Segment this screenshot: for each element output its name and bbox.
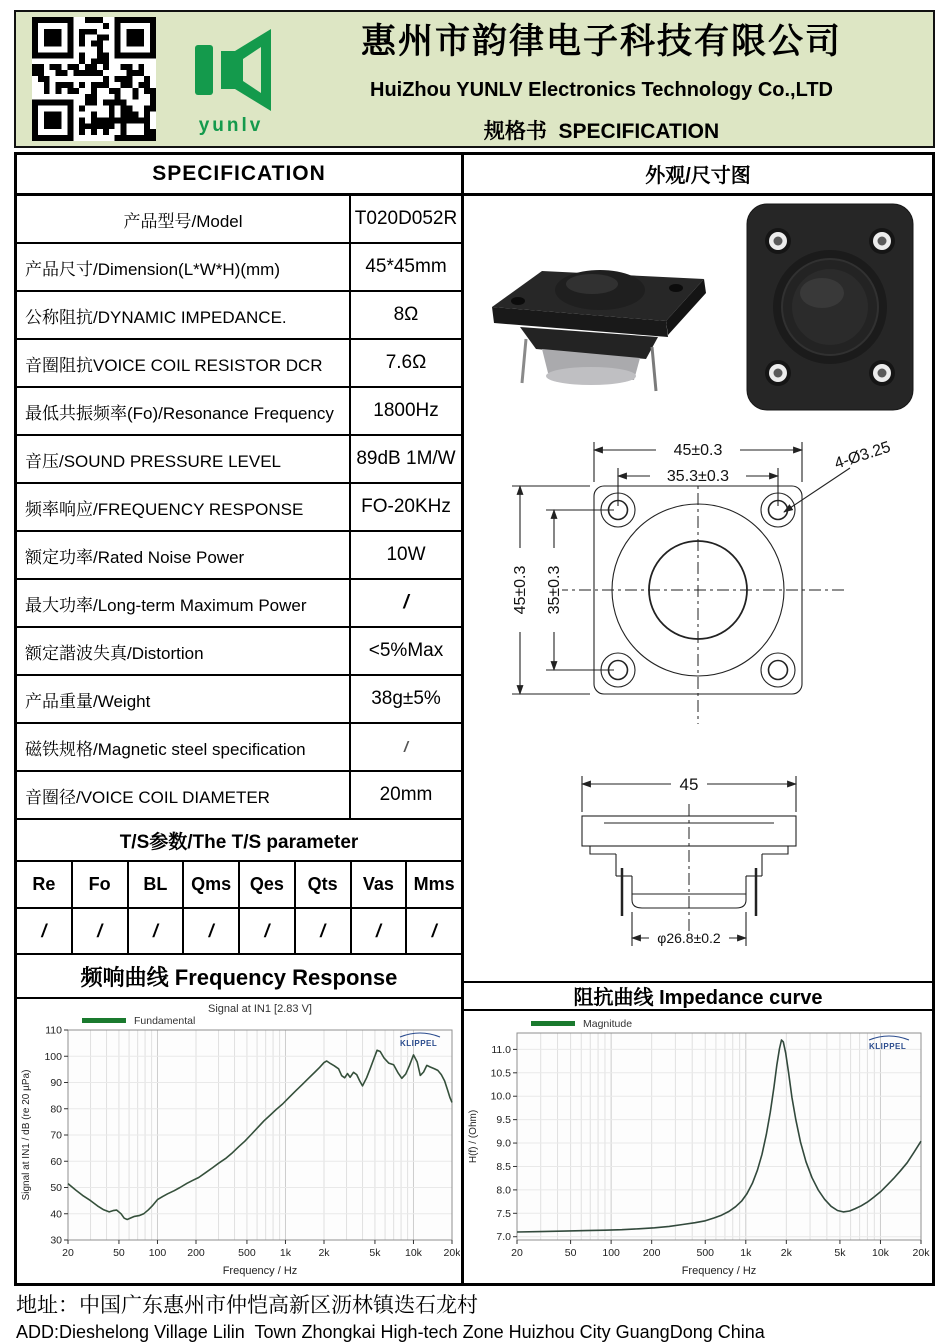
spec-value: 10W	[349, 532, 461, 578]
spec-label: 额定諧波失真/Distortion	[25, 643, 204, 663]
spec-value: 8Ω	[349, 292, 461, 338]
spec-label: 最低共振频率(Fo)/Resonance Frequency	[25, 403, 334, 423]
spec-value: 1800Hz	[349, 388, 461, 434]
frequency-response-chart	[18, 1000, 460, 1282]
svg-text:5k: 5k	[834, 1247, 846, 1260]
ts-value-cell: /	[184, 909, 240, 953]
spec-row	[17, 628, 461, 676]
svg-text:KLIPPEL: KLIPPEL	[869, 1042, 907, 1052]
imp-section-title: 阻抗曲线 Impedance curve	[464, 981, 932, 1011]
svg-text:9.0: 9.0	[496, 1137, 511, 1150]
svg-text:KLIPPEL: KLIPPEL	[400, 1039, 438, 1048]
spec-label: 产品型号/Model	[123, 211, 243, 231]
spec-row	[17, 724, 461, 772]
footer-address-cn: 地址：中国广东惠州市仲恺高新区沥林镇迭石龙村	[16, 1294, 478, 1317]
spec-row	[17, 292, 461, 340]
spec-row	[17, 196, 461, 244]
company-name-en: HuiZhou YUNLV Electronics Technology Co.,LTD	[370, 78, 833, 101]
dim-height-outer: 45±0.3	[512, 565, 529, 614]
svg-text:9.5: 9.5	[496, 1114, 511, 1127]
spec-label: 产品尺寸/Dimension(L*W*H)(mm)	[25, 259, 281, 279]
svg-text:20: 20	[511, 1247, 523, 1260]
ts-value-cell: /	[129, 909, 185, 953]
product-photo-front	[744, 201, 916, 413]
logo-speaker-icon	[183, 21, 279, 117]
dim-height-inner: 35±0.3	[546, 565, 563, 614]
svg-text:8.0: 8.0	[496, 1184, 511, 1197]
spec-row	[17, 532, 461, 580]
spec-label: 音圈阻抗VOICE COIL RESISTOR DCR	[25, 355, 323, 375]
spec-label: 最大功率/Long-term Maximum Power	[25, 595, 307, 615]
spec-label: 公称阻抗/DYNAMIC IMPEDANCE.	[25, 307, 287, 327]
fr-section-title: 频响曲线 Frequency Response	[17, 955, 461, 999]
logo-wordmark: yunlv	[198, 115, 264, 136]
spec-row	[17, 580, 461, 628]
spec-label: 磁铁规格/Magnetic steel specification	[25, 739, 306, 759]
svg-text:100: 100	[602, 1247, 620, 1260]
header-box	[14, 10, 935, 148]
svg-text:Frequency / Hz: Frequency / Hz	[222, 1265, 298, 1277]
svg-text:50: 50	[50, 1182, 62, 1194]
svg-text:70: 70	[50, 1129, 62, 1142]
company-logo	[156, 21, 306, 137]
spec-row	[17, 436, 461, 484]
svg-text:500: 500	[238, 1247, 256, 1259]
svg-text:90: 90	[50, 1077, 62, 1089]
svg-text:30: 30	[50, 1234, 62, 1247]
ts-value-cell: /	[431, 920, 437, 941]
svg-text:Frequency / Hz: Frequency / Hz	[681, 1265, 757, 1278]
svg-text:10.0: 10.0	[490, 1090, 511, 1103]
spec-value: <5%Max	[349, 628, 461, 674]
product-photo-side	[480, 245, 715, 403]
dim-side-diameter: φ26.8±0.2	[657, 929, 721, 946]
svg-text:8.5: 8.5	[496, 1161, 511, 1174]
spec-value: 89dB 1M/W	[349, 436, 461, 482]
spec-row	[17, 388, 461, 436]
impedance-chart	[465, 1011, 931, 1282]
appearance-title: 外观/尺寸图	[464, 155, 932, 196]
ts-header-cell: Qms	[184, 862, 240, 907]
ts-values-row	[17, 909, 461, 955]
ts-value-cell: /	[240, 909, 296, 953]
svg-text:100: 100	[148, 1247, 167, 1259]
svg-text:40: 40	[50, 1208, 62, 1221]
qr-code	[32, 17, 156, 141]
footer-address-en: ADD:Dieshelong Village Lilin Town Zhongkai High-tech Zone Huizhou City GuangDong China	[16, 1322, 765, 1342]
appearance-panel	[464, 155, 932, 1283]
spec-label: 音压/SOUND PRESSURE LEVEL	[25, 451, 282, 471]
spec-value: /	[349, 724, 461, 770]
ts-header-cell: Re	[17, 862, 73, 907]
svg-text:1k: 1k	[279, 1247, 292, 1259]
spec-label: 频率响应/FREQUENCY RESPONSE	[25, 499, 304, 519]
svg-text:7.5: 7.5	[496, 1208, 511, 1221]
svg-text:200: 200	[642, 1247, 661, 1260]
ts-parameter-title: T/S参数/The T/S parameter	[17, 820, 461, 862]
spec-value: 7.6Ω	[349, 340, 461, 386]
svg-text:7.0: 7.0	[496, 1231, 511, 1244]
dim-side-width: 45	[679, 774, 699, 794]
ts-header-cell: Qts	[296, 862, 352, 907]
spec-value: /	[349, 580, 461, 626]
ts-header-cell: BL	[129, 862, 185, 907]
spec-row	[17, 484, 461, 532]
spec-row	[17, 244, 461, 292]
svg-text:10.5: 10.5	[490, 1067, 511, 1080]
svg-text:60: 60	[50, 1155, 62, 1168]
dimension-drawing-front	[464, 418, 932, 744]
doc-title: 规格书 SPECIFICATION	[483, 119, 720, 143]
svg-text:200: 200	[187, 1247, 205, 1259]
dim-width-inner: 35.3±0.3	[666, 467, 730, 485]
spec-value: 45*45mm	[349, 244, 461, 290]
ts-value-cell: /	[296, 909, 352, 953]
svg-text:80: 80	[50, 1103, 62, 1116]
product-photos	[464, 196, 932, 418]
svg-text:1k: 1k	[740, 1247, 752, 1260]
svg-text:100: 100	[44, 1050, 62, 1063]
svg-text:Fundamental: Fundamental	[134, 1015, 196, 1027]
dim-width-outer: 45±0.3	[673, 441, 723, 459]
ts-header-cell: Vas	[352, 862, 408, 907]
spec-title: SPECIFICATION	[17, 155, 461, 196]
svg-text:20k: 20k	[443, 1247, 460, 1259]
svg-text:11.0: 11.0	[491, 1044, 511, 1057]
spec-value: FO-20KHz	[349, 484, 461, 530]
spec-row	[17, 340, 461, 388]
main-table	[14, 152, 935, 1286]
svg-text:20k: 20k	[912, 1247, 930, 1260]
company-name-cn: 惠州市韵律电子科技有限公司	[360, 20, 842, 62]
svg-text:10k: 10k	[404, 1247, 422, 1259]
svg-text:2k: 2k	[318, 1247, 330, 1259]
svg-text:Signal at IN1 / dB (re 20 µPa): Signal at IN1 / dB (re 20 µPa)	[21, 1069, 32, 1201]
svg-text:10k: 10k	[871, 1247, 889, 1260]
ts-header-cell: Qes	[240, 862, 296, 907]
spec-label: 额定功率/Rated Noise Power	[25, 547, 245, 567]
svg-text:50: 50	[113, 1247, 125, 1259]
ts-header-cell: Mms	[413, 874, 455, 894]
spec-label: 产品重量/Weight	[25, 691, 151, 711]
svg-text:110: 110	[45, 1024, 62, 1037]
ts-value-cell: /	[17, 909, 73, 953]
footer	[16, 1289, 765, 1343]
spec-value: T020D052R	[349, 196, 461, 242]
spec-table	[17, 155, 464, 1283]
ts-value-cell: /	[352, 909, 408, 953]
svg-text:50: 50	[564, 1247, 577, 1260]
spec-row	[17, 772, 461, 820]
spec-row	[17, 676, 461, 724]
svg-text:Signal at IN1 [2.83 V]: Signal at IN1 [2.83 V]	[208, 1003, 312, 1015]
svg-text:5k: 5k	[369, 1247, 381, 1259]
ts-header-cell: Fo	[73, 862, 129, 907]
dimension-drawing-side	[464, 744, 932, 981]
spec-label: 音圈径/VOICE COIL DIAMETER	[25, 787, 270, 807]
svg-text:500: 500	[696, 1247, 715, 1260]
svg-text:Magnitude: Magnitude	[583, 1018, 633, 1031]
svg-text:H(f) / (Ohm): H(f) / (Ohm)	[468, 1110, 479, 1164]
svg-text:20: 20	[62, 1247, 74, 1259]
ts-header-row	[17, 862, 461, 909]
spec-value: 20mm	[349, 772, 461, 818]
ts-value-cell: /	[73, 909, 129, 953]
svg-text:2k: 2k	[780, 1247, 792, 1260]
spec-value: 38g±5%	[349, 676, 461, 722]
dim-holes: 4-Ø3.25	[832, 438, 893, 473]
